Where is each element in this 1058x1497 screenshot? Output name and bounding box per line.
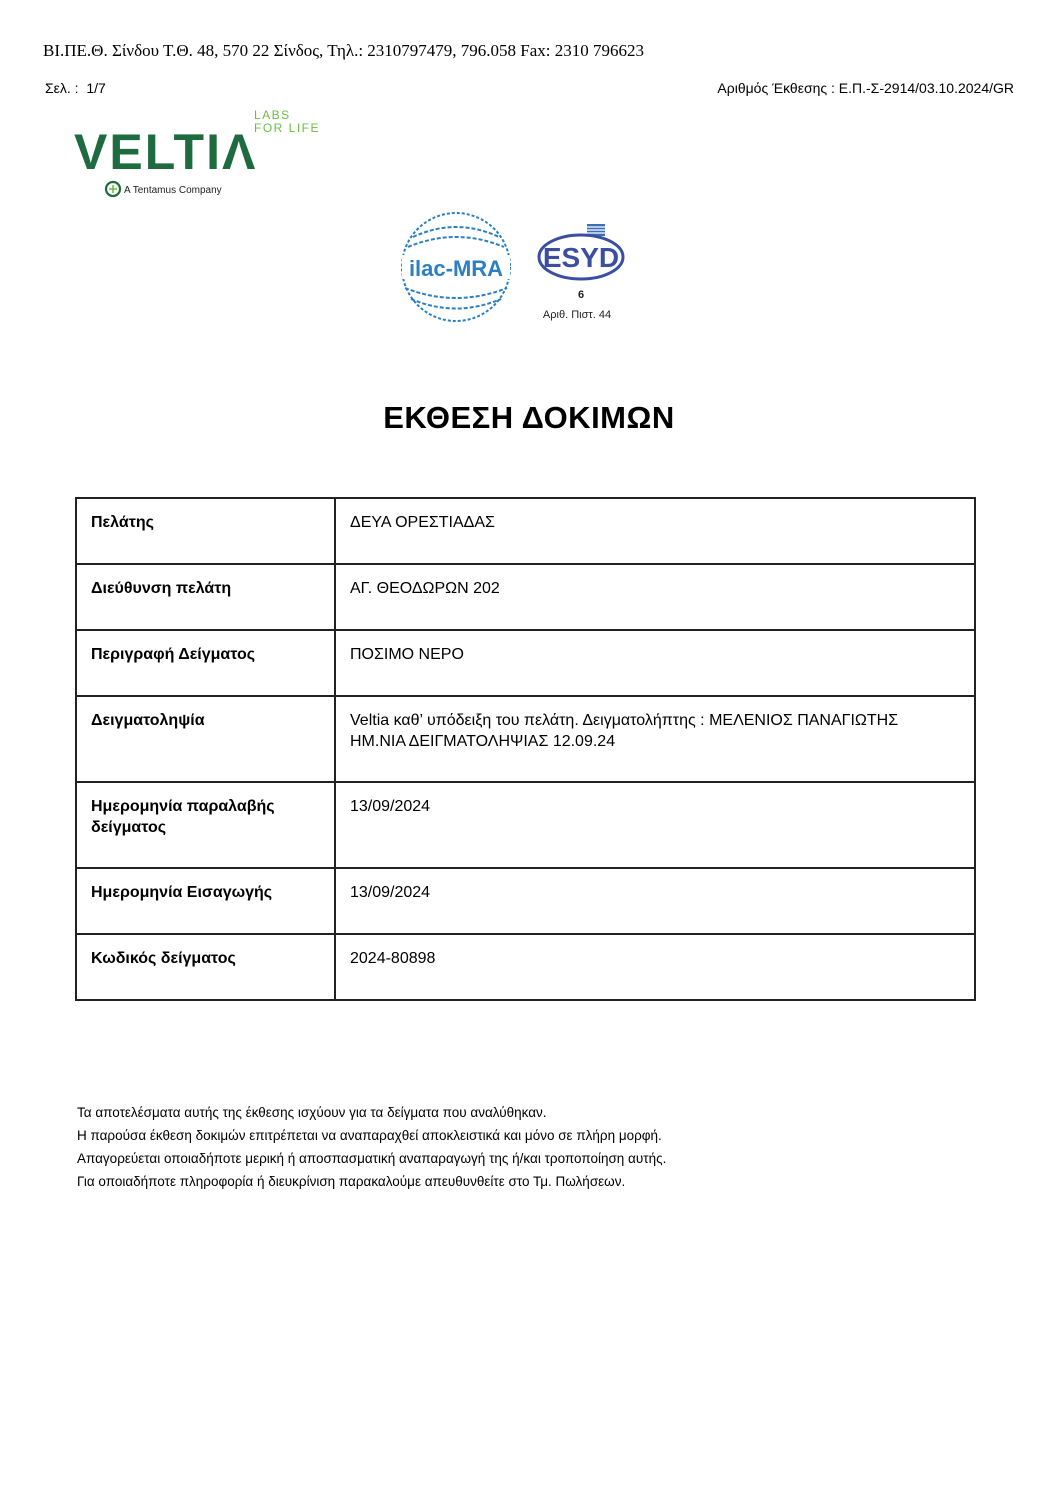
row-label: Κωδικός δείγματος bbox=[76, 934, 335, 1000]
logo-company: A Tentamus Company bbox=[124, 185, 222, 196]
row-value bbox=[335, 696, 975, 782]
disclaimer-line: Η παρούσα έκθεση δοκιμών επιτρέπεται να αναπαραχθεί αποκλειστικά και μόνο σε πλήρη μορφή. bbox=[77, 1128, 662, 1143]
esyd-cert-label: Αριθ. Πιστ. 44 bbox=[542, 309, 612, 321]
ilac-mra-text: ilac-MRA bbox=[408, 256, 504, 281]
esyd-seal bbox=[539, 224, 623, 321]
receipt-label-line-1: Ημερομηνία παραλαβής bbox=[91, 798, 275, 815]
table-row bbox=[76, 868, 975, 934]
row-value: 13/09/2024 bbox=[335, 868, 975, 934]
ilac-mra-seal bbox=[402, 213, 510, 321]
disclaimer-line: Απαγορεύεται οποιαδήποτε μερική ή αποσπασματική αναπαραγωγή της ή/και τροποποίηση αυτής. bbox=[77, 1151, 667, 1166]
table-row bbox=[76, 782, 975, 868]
row-value: ΠΟΣΙΜΟ ΝΕΡΟ bbox=[335, 630, 975, 696]
row-label: Δειγματοληψία bbox=[76, 696, 335, 782]
row-value: ΔΕΥΑ ΟΡΕΣΤΙΑΔΑΣ bbox=[335, 498, 975, 564]
disclaimer-line: Για οποιαδήποτε πληροφορία ή διευκρίνιση παρακαλούμε απευθυνθείτε στο Τμ. Πωλήσεων. bbox=[77, 1174, 626, 1189]
esyd-text: ESYD bbox=[542, 242, 620, 273]
table-row bbox=[76, 498, 975, 564]
table-row bbox=[76, 564, 975, 630]
disclaimer bbox=[77, 1101, 666, 1193]
row-label: Πελάτης bbox=[76, 498, 335, 564]
page-value: 1/7 bbox=[86, 80, 106, 96]
page-counter bbox=[45, 80, 106, 96]
row-label bbox=[76, 782, 335, 868]
veltia-logo bbox=[72, 102, 332, 202]
page-label: Σελ. : bbox=[45, 80, 79, 96]
row-value: ΑΓ. ΘΕΟΔΩΡΩΝ 202 bbox=[335, 564, 975, 630]
receipt-label-line-2: δείγματος bbox=[91, 819, 167, 836]
report-number-value: Ε.Π.-Σ-2914/03.10.2024/GR bbox=[838, 80, 1014, 96]
logo-tagline-labs: LABS bbox=[254, 108, 291, 122]
logo-tagline-for-life: FOR LIFE bbox=[254, 121, 321, 135]
row-value: 2024-80898 bbox=[335, 934, 975, 1000]
row-value: 13/09/2024 bbox=[335, 782, 975, 868]
report-number bbox=[717, 80, 1014, 96]
row-label: Ημερομηνία Εισαγωγής bbox=[76, 868, 335, 934]
sampling-line-2: ΗΜ.ΝΙΑ ΔΕΙΓΜΑΤΟΛΗΨΙΑΣ 12.09.24 bbox=[350, 733, 616, 750]
row-label: Περιγραφή Δείγματος bbox=[76, 630, 335, 696]
row-label: Διεύθυνση πελάτη bbox=[76, 564, 335, 630]
sampling-line-1: Veltia καθ’ υπόδειξη του πελάτη. Δειγματολήπτης : ΜΕΛΕΝΙΟΣ ΠΑΝΑΓΙΩΤΗΣ bbox=[350, 712, 899, 729]
report-title: ΕΚΘΕΣΗ ΔΟΚΙΜΩΝ bbox=[383, 400, 675, 435]
accreditation-marks bbox=[395, 212, 635, 327]
disclaimer-line: Τα αποτελέσματα αυτής της έκθεσης ισχύουν για τα δείγματα που αναλύθηκαν. bbox=[77, 1105, 547, 1120]
sample-info-table bbox=[75, 497, 976, 1001]
table-row bbox=[76, 934, 975, 1000]
tentamus-icon bbox=[106, 182, 120, 196]
logo-brand: VELTIΛ bbox=[74, 124, 258, 180]
header-address: ΒΙ.ΠΕ.Θ. Σίνδου Τ.Θ. 48, 570 22 Σίνδος, Τηλ.: 2310797479, 796.058 Fax: 2310 796623 bbox=[43, 41, 645, 60]
esyd-cert-number: 6 bbox=[577, 289, 585, 301]
table-row bbox=[76, 696, 975, 782]
table-row bbox=[76, 630, 975, 696]
report-number-label: Αριθμός Έκθεσης : bbox=[717, 80, 835, 96]
